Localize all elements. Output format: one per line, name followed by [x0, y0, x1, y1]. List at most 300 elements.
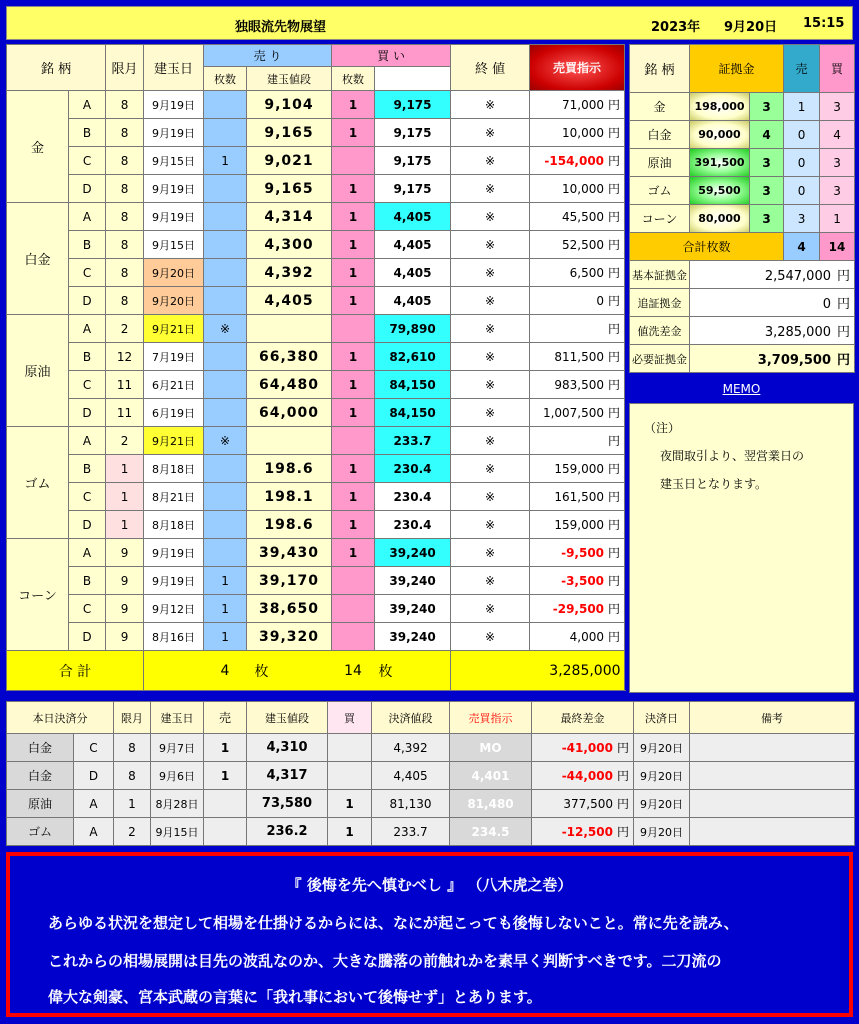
header-time: 15:15	[803, 16, 845, 31]
valuation-diff	[530, 623, 625, 651]
summary-row	[630, 345, 855, 373]
quote-line: これからの相場展開は目先の波乱なのか、大きな騰落の前触れかを素早く判断すべきです。二刀流の	[48, 952, 722, 970]
buy-count: 1	[332, 343, 375, 371]
close-price: 9,175	[375, 147, 451, 175]
open-price: 38,650	[247, 595, 332, 623]
settle-buy: 1	[328, 818, 372, 846]
close-price: 39,240	[375, 567, 451, 595]
margin-row	[630, 205, 855, 233]
margin-amount: 198,000	[690, 93, 750, 121]
sell-count: 1	[204, 623, 247, 651]
final-value: -44,000	[561, 769, 613, 783]
contract-key: B	[69, 567, 106, 595]
close-price: 4,405	[375, 231, 451, 259]
instruction: ※	[451, 315, 530, 343]
margin-buy: 1	[820, 205, 855, 233]
unit-yen: 円	[608, 350, 621, 364]
contract-month: 8	[106, 259, 144, 287]
unit-yen: 円	[608, 630, 621, 644]
positions-table	[6, 44, 625, 691]
total-label: 合 計	[7, 651, 144, 691]
summary-row	[630, 317, 855, 345]
sell-count: 1	[204, 567, 247, 595]
valuation-value: 1,007,500	[542, 406, 605, 420]
open-price: 198.6	[247, 511, 332, 539]
valuation-diff	[530, 511, 625, 539]
valuation-value: 10,000	[562, 182, 605, 196]
buy-count	[332, 595, 375, 623]
open-date: 9月20日	[144, 287, 204, 315]
settle-header-sdate: 決済日	[634, 702, 690, 734]
open-price: 39,430	[247, 539, 332, 567]
open-date: 6月19日	[144, 399, 204, 427]
settle-date: 9月20日	[634, 762, 690, 790]
contract-month: 11	[106, 371, 144, 399]
close-price: 82,610	[375, 343, 451, 371]
contract-month: 8	[106, 147, 144, 175]
contract-month: 11	[106, 399, 144, 427]
valuation-diff	[530, 567, 625, 595]
buy-count: 1	[332, 231, 375, 259]
buy-count: 1	[332, 119, 375, 147]
side-header-buy: 買	[820, 45, 855, 93]
instruction: ※	[451, 203, 530, 231]
sell-count	[204, 231, 247, 259]
position-row	[7, 567, 625, 595]
settle-open-price: 4,310	[247, 734, 328, 762]
settle-open-date: 9月15日	[151, 818, 204, 846]
unit-yen: 円	[608, 574, 621, 588]
settle-month: 8	[114, 734, 151, 762]
instruction: ※	[451, 287, 530, 315]
unit-yen: 円	[608, 546, 621, 560]
total-count-sell: 4	[784, 233, 820, 261]
unit-yen: 円	[837, 353, 851, 368]
settle-month: 2	[114, 818, 151, 846]
total-count-row	[630, 233, 855, 261]
open-date: 9月12日	[144, 595, 204, 623]
unit-yen: 円	[608, 238, 621, 252]
instruction: ※	[451, 399, 530, 427]
contract-month: 12	[106, 343, 144, 371]
contract-key: B	[69, 119, 106, 147]
margin-sell: 0	[784, 149, 820, 177]
open-price: 9,165	[247, 119, 332, 147]
contract-key: C	[69, 259, 106, 287]
margin-amount: 80,000	[690, 205, 750, 233]
margin-buy: 3	[820, 177, 855, 205]
margin-count: 3	[750, 177, 784, 205]
close-price: 84,150	[375, 371, 451, 399]
settle-note	[690, 762, 855, 790]
page-title: 独眼流先物展望	[235, 20, 327, 35]
position-row	[7, 539, 625, 567]
quote-box	[6, 852, 853, 1017]
sell-count	[204, 511, 247, 539]
valuation-diff	[530, 119, 625, 147]
open-date: 9月19日	[144, 119, 204, 147]
settlement-row	[7, 734, 855, 762]
settle-header-price: 建玉値段	[247, 702, 328, 734]
valuation-diff	[530, 259, 625, 287]
valuation-value: 811,500	[554, 350, 605, 364]
memo-title[interactable]: MEMO	[722, 382, 761, 396]
instruction: ※	[451, 483, 530, 511]
contract-month: 2	[106, 427, 144, 455]
settle-name: 白金	[7, 762, 74, 790]
margin-buy: 4	[820, 121, 855, 149]
unit-yen: 円	[837, 325, 851, 340]
valuation-diff	[530, 539, 625, 567]
margin-sell: 1	[784, 93, 820, 121]
position-row	[7, 427, 625, 455]
contract-key: B	[69, 231, 106, 259]
final-diff	[532, 762, 634, 790]
unit-yen: 円	[608, 490, 621, 504]
margin-buy: 3	[820, 149, 855, 177]
total-row	[7, 651, 625, 691]
open-date: 9月19日	[144, 203, 204, 231]
position-row	[7, 287, 625, 315]
header-buy: 買 い	[332, 45, 451, 67]
summary-value	[690, 261, 855, 289]
sell-count	[204, 483, 247, 511]
unit-yen: 円	[837, 269, 851, 284]
total-sell-count: 4	[204, 651, 247, 691]
settle-buy	[328, 734, 372, 762]
contract-month: 8	[106, 119, 144, 147]
settle-note	[690, 734, 855, 762]
margin-name: 金	[630, 93, 690, 121]
buy-count: 1	[332, 483, 375, 511]
header-date: 9月20日	[724, 20, 778, 35]
settle-key: D	[74, 762, 114, 790]
margin-count: 3	[750, 149, 784, 177]
margin-sell: 0	[784, 177, 820, 205]
close-price: 9,175	[375, 175, 451, 203]
contract-key: A	[69, 427, 106, 455]
margin-sell: 0	[784, 121, 820, 149]
settle-open-date: 9月7日	[151, 734, 204, 762]
group-name: 原油	[7, 315, 69, 427]
buy-count: 1	[332, 371, 375, 399]
open-date: 6月21日	[144, 371, 204, 399]
header-date: 建玉日	[144, 45, 204, 91]
total-sell-unit: 枚	[247, 651, 332, 691]
unit-yen: 円	[608, 434, 621, 448]
contract-month: 8	[106, 175, 144, 203]
contract-month: 8	[106, 287, 144, 315]
open-date: 8月18日	[144, 455, 204, 483]
open-date: 8月21日	[144, 483, 204, 511]
settle-date: 9月20日	[634, 734, 690, 762]
settle-instruction: 81,480	[450, 790, 532, 818]
buy-count: 1	[332, 203, 375, 231]
instruction: ※	[451, 623, 530, 651]
instruction: ※	[451, 455, 530, 483]
open-date: 9月21日	[144, 315, 204, 343]
contract-month: 1	[106, 483, 144, 511]
unit-yen: 円	[616, 741, 629, 755]
contract-key: B	[69, 455, 106, 483]
valuation-value: 6,500	[569, 266, 605, 280]
contract-month: 9	[106, 623, 144, 651]
margin-row	[630, 93, 855, 121]
settle-month: 8	[114, 762, 151, 790]
open-price: 64,000	[247, 399, 332, 427]
contract-key: B	[69, 343, 106, 371]
valuation-diff	[530, 203, 625, 231]
sell-count	[204, 343, 247, 371]
buy-count	[332, 147, 375, 175]
valuation-value: 0	[596, 294, 605, 308]
open-price: 66,380	[247, 343, 332, 371]
position-row	[7, 259, 625, 287]
header-sell-count: 枚数	[204, 67, 247, 91]
contract-month: 1	[106, 511, 144, 539]
sell-count: ※	[204, 315, 247, 343]
close-price: 230.4	[375, 511, 451, 539]
final-diff	[532, 790, 634, 818]
summary-amount: 3,709,500	[757, 353, 831, 368]
buy-count: 1	[332, 91, 375, 119]
unit-yen: 円	[608, 294, 621, 308]
open-price: 4,392	[247, 259, 332, 287]
valuation-value: 4,000	[569, 630, 605, 644]
buy-count	[332, 567, 375, 595]
group-name: 金	[7, 91, 69, 203]
margin-sell: 3	[784, 205, 820, 233]
buy-count: 1	[332, 175, 375, 203]
unit-yen: 円	[608, 406, 621, 420]
unit-yen: 円	[608, 126, 621, 140]
open-date: 9月19日	[144, 175, 204, 203]
buy-count: 1	[332, 399, 375, 427]
sell-count	[204, 455, 247, 483]
side-header-sell: 売	[784, 45, 820, 93]
position-row	[7, 91, 625, 119]
valuation-value: -154,000	[544, 154, 605, 168]
settle-name: ゴム	[7, 818, 74, 846]
margin-amount: 59,500	[690, 177, 750, 205]
unit-yen: 円	[608, 378, 621, 392]
unit-yen: 円	[608, 98, 621, 112]
close-price: 4,405	[375, 287, 451, 315]
settlement-row	[7, 790, 855, 818]
open-price	[247, 315, 332, 343]
settle-header-sell: 売	[204, 702, 247, 734]
valuation-value: 71,000	[562, 98, 605, 112]
settle-note	[690, 790, 855, 818]
contract-month: 9	[106, 539, 144, 567]
close-price: 4,405	[375, 259, 451, 287]
total-buy-count: 14	[332, 651, 375, 691]
margin-name: コーン	[630, 205, 690, 233]
group-name: コーン	[7, 539, 69, 651]
unit-yen: 円	[608, 462, 621, 476]
settlement-row	[7, 762, 855, 790]
memo-line: 建玉日となります。	[660, 477, 768, 491]
settle-key: A	[74, 790, 114, 818]
unit-yen: 円	[616, 769, 629, 783]
open-price: 198.1	[247, 483, 332, 511]
header-sell: 売 り	[204, 45, 332, 67]
position-row	[7, 483, 625, 511]
settle-header-note: 備考	[690, 702, 855, 734]
summary-amount: 3,285,000	[764, 325, 831, 340]
memo-panel	[629, 377, 854, 693]
margin-row	[630, 121, 855, 149]
sell-count	[204, 371, 247, 399]
instruction: ※	[451, 595, 530, 623]
contract-key: A	[69, 203, 106, 231]
quote-title: 『 後悔を先へ慎むべし 』 （八木虎之巻）	[286, 876, 573, 894]
open-date: 8月18日	[144, 511, 204, 539]
valuation-diff	[530, 371, 625, 399]
summary-amount: 0	[822, 297, 831, 312]
settle-header-date: 建玉日	[151, 702, 204, 734]
margin-name: 白金	[630, 121, 690, 149]
valuation-value: 45,500	[562, 210, 605, 224]
header-buy-count: 枚数	[332, 67, 375, 91]
open-date: 9月19日	[144, 539, 204, 567]
contract-key: D	[69, 623, 106, 651]
final-value: -41,000	[561, 741, 613, 755]
close-price: 39,240	[375, 623, 451, 651]
unit-yen: 円	[608, 182, 621, 196]
instruction: ※	[451, 147, 530, 175]
margin-count: 4	[750, 121, 784, 149]
settle-price: 4,405	[372, 762, 450, 790]
valuation-diff	[530, 427, 625, 455]
contract-month: 9	[106, 595, 144, 623]
quote-line: あらゆる状況を想定して相場を仕掛けるからには、なにが起こっても後悔しないこと。常に先を読み、	[48, 914, 739, 932]
summary-label: 基本証拠金	[630, 261, 690, 289]
open-price: 39,170	[247, 567, 332, 595]
contract-month: 8	[106, 91, 144, 119]
close-price: 84,150	[375, 399, 451, 427]
close-price: 233.7	[375, 427, 451, 455]
open-price: 39,320	[247, 623, 332, 651]
margin-buy: 3	[820, 93, 855, 121]
side-header-name: 銘 柄	[630, 45, 690, 93]
margin-amount: 391,500	[690, 149, 750, 177]
settle-sell	[204, 790, 247, 818]
valuation-diff	[530, 91, 625, 119]
settle-sell	[204, 818, 247, 846]
position-row	[7, 371, 625, 399]
settle-buy: 1	[328, 790, 372, 818]
unit-yen: 円	[608, 322, 621, 336]
contract-month: 9	[106, 567, 144, 595]
summary-label: 追証拠金	[630, 289, 690, 317]
open-date: 9月19日	[144, 567, 204, 595]
margin-table	[629, 44, 855, 373]
settle-instruction: MO	[450, 734, 532, 762]
summary-value	[690, 289, 855, 317]
header-price: 建玉値段	[247, 67, 332, 91]
open-date: 7月19日	[144, 343, 204, 371]
valuation-value: 52,500	[562, 238, 605, 252]
valuation-value: 983,500	[554, 378, 605, 392]
settle-note	[690, 818, 855, 846]
open-price: 4,405	[247, 287, 332, 315]
side-header-margin: 証拠金	[690, 45, 784, 93]
title-bar	[6, 6, 853, 40]
settle-buy	[328, 762, 372, 790]
open-date: 9月20日	[144, 259, 204, 287]
instruction: ※	[451, 427, 530, 455]
position-row	[7, 203, 625, 231]
memo-box	[629, 403, 854, 693]
summary-amount: 2,547,000	[764, 269, 831, 284]
contract-key: C	[69, 595, 106, 623]
sell-count	[204, 399, 247, 427]
open-date: 9月15日	[144, 231, 204, 259]
group-name: ゴム	[7, 427, 69, 539]
unit-yen: 円	[608, 518, 621, 532]
position-row	[7, 623, 625, 651]
valuation-diff	[530, 287, 625, 315]
settle-open-price: 4,317	[247, 762, 328, 790]
close-price: 79,890	[375, 315, 451, 343]
summary-row	[630, 261, 855, 289]
settle-price: 233.7	[372, 818, 450, 846]
close-price: 230.4	[375, 483, 451, 511]
open-price: 9,104	[247, 91, 332, 119]
sell-count	[204, 287, 247, 315]
contract-key: C	[69, 147, 106, 175]
settle-sell: 1	[204, 762, 247, 790]
valuation-diff	[530, 147, 625, 175]
buy-count	[332, 315, 375, 343]
settle-open-price: 73,580	[247, 790, 328, 818]
total-count-buy: 14	[820, 233, 855, 261]
contract-key: A	[69, 315, 106, 343]
close-price: 39,240	[375, 595, 451, 623]
valuation-diff	[530, 175, 625, 203]
margin-name: ゴム	[630, 177, 690, 205]
valuation-diff	[530, 315, 625, 343]
contract-key: C	[69, 371, 106, 399]
buy-count	[332, 623, 375, 651]
total-buy-unit: 枚	[375, 651, 451, 691]
unit-yen: 円	[608, 602, 621, 616]
instruction: ※	[451, 259, 530, 287]
open-date: 9月15日	[144, 147, 204, 175]
position-row	[7, 511, 625, 539]
open-price: 4,314	[247, 203, 332, 231]
settle-name: 原油	[7, 790, 74, 818]
close-price: 4,405	[375, 203, 451, 231]
close-price: 9,175	[375, 91, 451, 119]
valuation-diff	[530, 455, 625, 483]
settle-key: C	[74, 734, 114, 762]
contract-key: D	[69, 511, 106, 539]
memo-line: 夜間取引より、翌営業日の	[660, 449, 805, 463]
settle-price: 4,392	[372, 734, 450, 762]
settle-header-buy: 買	[328, 702, 372, 734]
sell-count: ※	[204, 427, 247, 455]
summary-label: 必要証拠金	[630, 345, 690, 373]
valuation-diff	[530, 343, 625, 371]
summary-value	[690, 317, 855, 345]
valuation-value: 159,000	[554, 518, 605, 532]
margin-row	[630, 177, 855, 205]
instruction: ※	[451, 343, 530, 371]
settle-instruction: 234.5	[450, 818, 532, 846]
contract-key: D	[69, 399, 106, 427]
